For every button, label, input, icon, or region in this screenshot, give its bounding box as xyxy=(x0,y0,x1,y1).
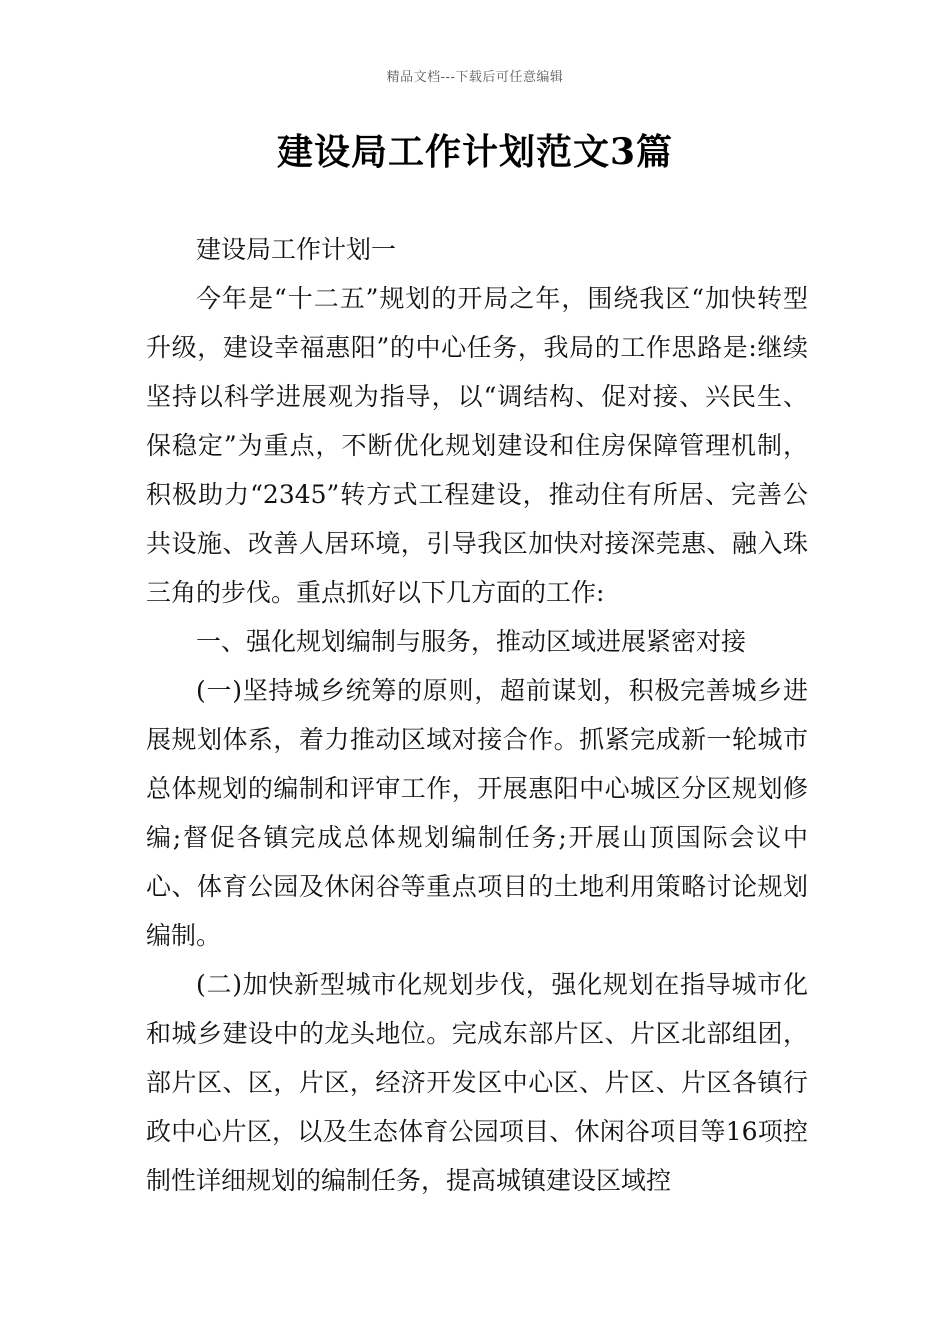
paragraph: (二)加快新型城市化规划步伐，强化规划在指导城市化和城乡建设中的龙头地位。完成东部片区、片区北部组团，部片区、区，片区，经济开发区中心区、片区、片区各镇行政中心片区，以及生态体育公园项目、休闲谷项目等16项控制性详细规划的编制任务，提高城镇建设区域控 xyxy=(146,970,808,1195)
document-body xyxy=(146,225,808,1205)
page-header: 精品文档---下载后可任意编辑 xyxy=(386,70,564,85)
paragraph: (一)坚持城乡统筹的原则，超前谋划，积极完善城乡进展规划体系，着力推动区域对接合作。抓紧完成新一轮城市总体规划的编制和评审工作，开展惠阳中心城区分区规划修编;督促各镇完成总体规划编制任务;开展山顶国际会议中心、体育公园及休闲谷等重点项目的土地利用策略讨论规划编制。 xyxy=(146,676,808,950)
document-title: 建设局工作计划范文3篇 xyxy=(276,131,674,173)
paragraph: 今年是“十二五”规划的开局之年，围绕我区“加快转型升级，建设幸福惠阳”的中心任务，我局的工作思路是:继续坚持以科学进展观为指导，以“调结构、促对接、兴民生、保稳定”为重点，不断优化规划建设和住房保障管理机制，积极助力“2345”转方式工程建设，推动住有所居、完善公共设施、改善人居环境，引导我区加快对接深莞惠、融入珠三角的步伐。重点抓好以下几方面的工作: xyxy=(146,284,808,607)
section-heading: 一、强化规划编制与服务，推动区域进展紧密对接 xyxy=(196,627,747,656)
section-heading: 建设局工作计划一 xyxy=(196,235,397,264)
